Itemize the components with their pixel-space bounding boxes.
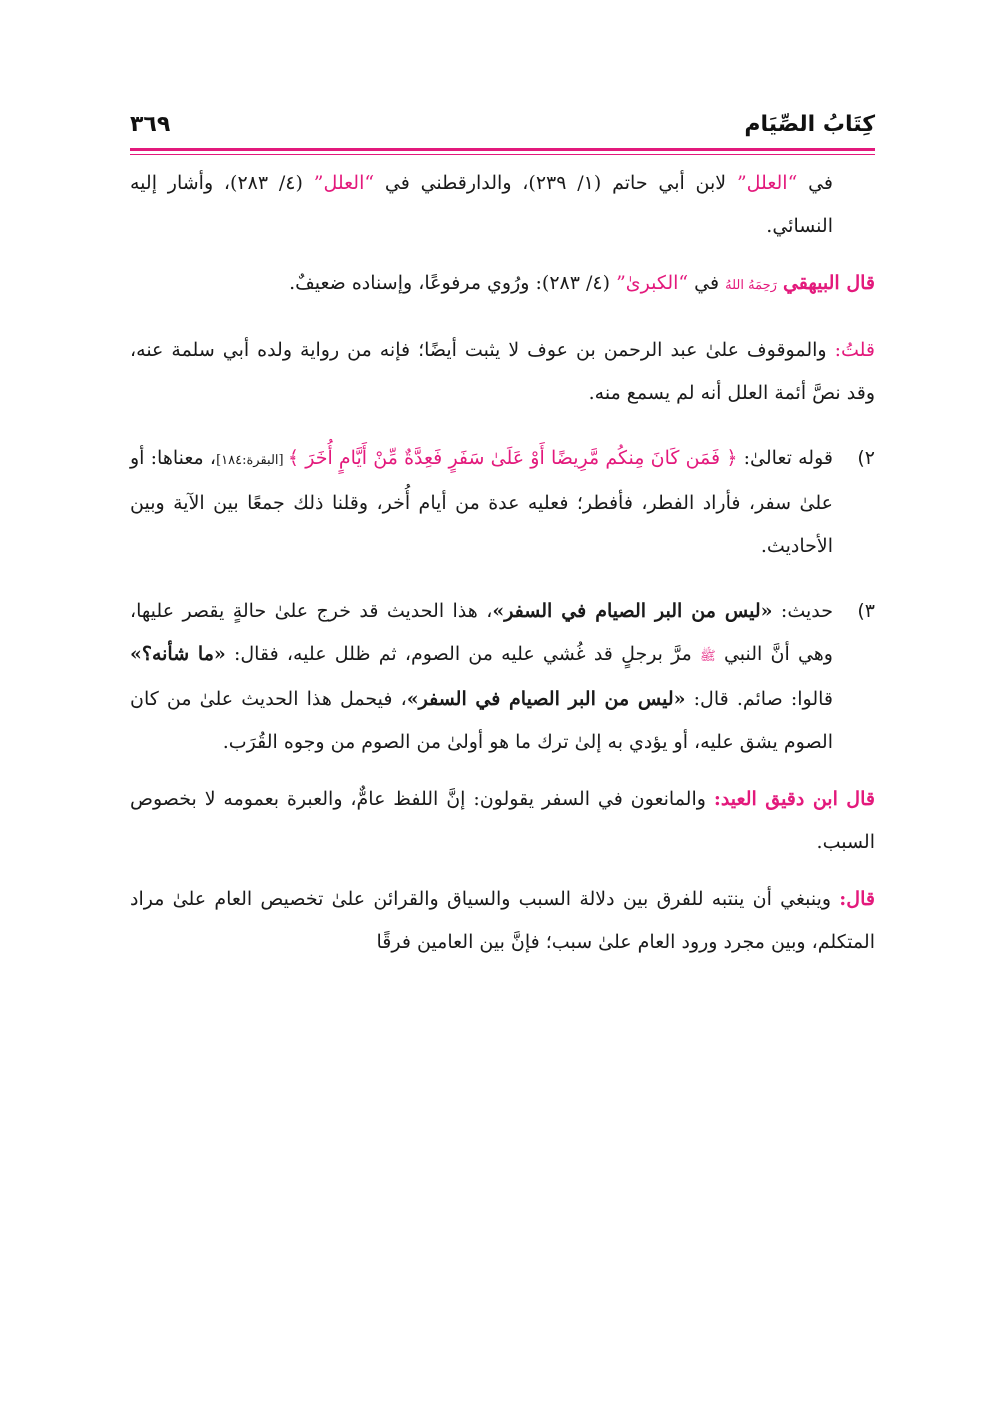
- paragraph-sources: [130, 162, 875, 248]
- item-number: ٣): [857, 600, 875, 622]
- text-span: حديث:: [772, 600, 833, 622]
- text-span: والموقوف علىٰ عبد الرحمن بن عوف لا يثبت أيضًا؛ فإنه من رواية ولده أبي سلمة عنه، وقد نصَّ أئمة العلل أنه لم يسمع منه.: [130, 339, 875, 404]
- speaker-label: قلتُ:: [834, 339, 875, 361]
- paragraph-ibn-daqiq: [130, 778, 875, 864]
- paragraph-qala: [130, 878, 875, 964]
- header-rule-thin: [130, 154, 875, 155]
- book-ref-ilal-2: “العلل”: [313, 172, 375, 194]
- text-span: قوله تعالىٰ:: [737, 447, 833, 469]
- paragraph-qultu: [130, 329, 875, 415]
- text-span: (٤/ ٢٨٣)، وأشار إليه النسائي.: [130, 172, 833, 237]
- text-span: وينبغي أن ينتبه للفرق بين دلالة السبب والسياق والقرائن علىٰ تخصيص العام علىٰ مراد المتكلم، وبين مجرد ورود العام علىٰ سبب؛ فإنَّ بين العامين فرقًا: [130, 888, 875, 953]
- list-item-3: [130, 590, 875, 764]
- text-span: قالوا: صائم. قال:: [685, 688, 833, 710]
- text-span: والمانعون في السفر يقولون: إنَّ اللفظ عامٌّ، والعبرة بعمومه لا بخصوص السبب.: [130, 788, 875, 853]
- book-ref-kubra: “الكبرىٰ”: [616, 272, 689, 294]
- paragraph-bayhaqi: [130, 262, 875, 307]
- text-span: لابن أبي حاتم (١/ ٢٣٩)، والدارقطني في: [374, 172, 737, 194]
- text-span: مرَّ برجلٍ قد غُشي عليه من الصوم، ثم ظلل عليه، فقال:: [225, 643, 701, 665]
- salutation-glyph: ﷺ: [700, 649, 716, 664]
- hadith-quote: «ليس من البر الصيام في السفر»: [406, 688, 686, 710]
- text-span: في: [688, 272, 726, 294]
- text-span: (٤/ ٢٨٣): ورُوي مرفوعًا، وإسناده ضعيفٌ.: [289, 272, 617, 294]
- text-span: ، فيحمل هذا الحديث علىٰ من كان الصوم يشق عليه، أو يؤدي به إلىٰ ترك ما هو أولىٰ من الصوم من وجوه القُرَب.: [130, 688, 833, 753]
- text-span: ، هذا الحديث قد خرج علىٰ حالةٍ يقصر عليها، وهي أنَّ النبي: [130, 600, 833, 665]
- quran-verse: ﴿ فَمَن كَانَ مِنكُم مَّرِيضًا أَوْ عَلَىٰ سَفَرٍ فَعِدَّةٌ مِّنْ أَيَّامٍ أُخَرَ ﴾: [287, 447, 738, 469]
- honorific-glyph: رَحِمَهُ اللهُ: [725, 278, 777, 293]
- page-header: [130, 112, 875, 146]
- text-span: في: [797, 172, 834, 194]
- speaker-label: قال:: [839, 888, 875, 910]
- text-span: ، معناها: أو علىٰ سفر، فأراد الفطر، فأفطر؛ فعليه عدة من أيام أُخر، وقلنا ذلك جمعًا بين الآية وبين الأحاديث.: [130, 447, 833, 557]
- header-rule-thick: [130, 148, 875, 151]
- speaker-label: قال البيهقي: [782, 272, 875, 294]
- page-number: ٣٦٩: [130, 112, 171, 137]
- hadith-quote: «ليس من البر الصيام في السفر»: [492, 600, 773, 622]
- verse-reference: [البقرة:١٨٤]: [216, 453, 288, 468]
- page-body: [130, 162, 875, 964]
- hadith-quote: «ما شأنه؟»: [130, 643, 226, 665]
- book-title: كِتَابُ الصِّيَام: [744, 112, 875, 137]
- book-ref-ilal-1: “العلل”: [736, 172, 798, 194]
- list-item-2: [130, 437, 875, 568]
- item-number: ٢): [857, 447, 875, 469]
- speaker-label: قال ابن دقيق العيد:: [713, 788, 875, 810]
